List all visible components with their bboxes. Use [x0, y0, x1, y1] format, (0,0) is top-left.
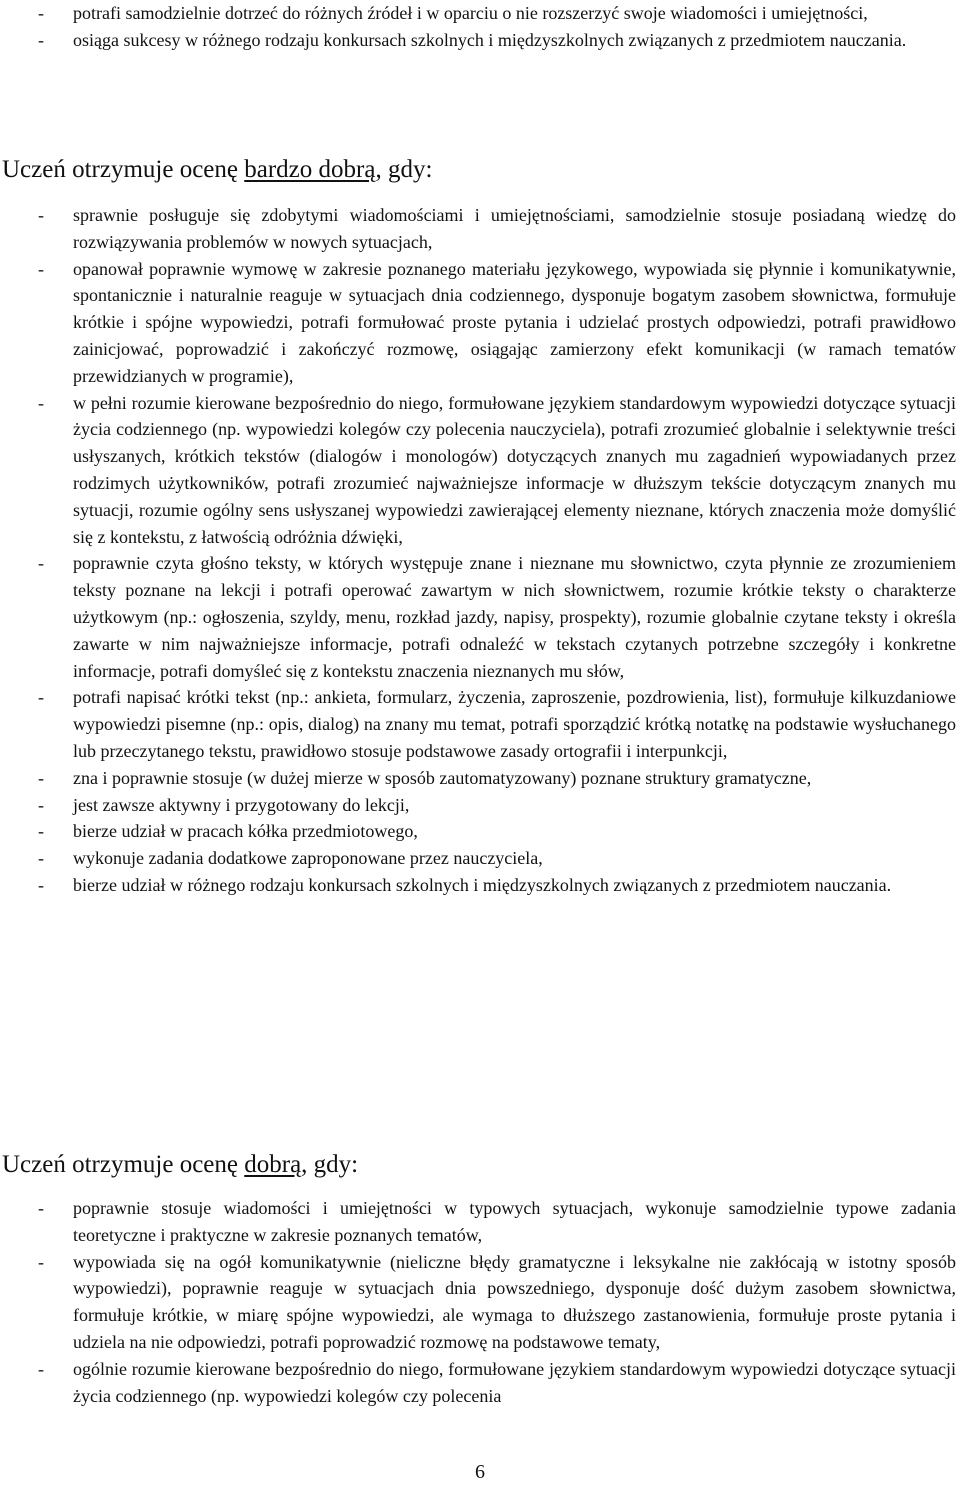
list-item: [2, 27, 956, 54]
list-item-text: jest zawsze aktywny i przygotowany do lekcji,: [73, 794, 410, 815]
section-heading-bardzo-dobra: [2, 155, 432, 185]
list-dash: -: [38, 29, 44, 50]
list-dash: -: [38, 1251, 44, 1272]
list-item: [2, 1249, 956, 1356]
list-dash: -: [38, 821, 44, 842]
list-item: [2, 792, 956, 819]
list-dash: -: [38, 874, 44, 895]
list-item-text: wykonuje zadania dodatkowe zaproponowane przez nauczyciela,: [73, 848, 543, 869]
heading-suffix: , gdy:: [301, 1151, 359, 1178]
list-item: [2, 0, 956, 27]
list-item-text: zna i poprawnie stosuje (w dużej mierze w sposób zautomatyzowany) poznane struktury gramatyczne,: [73, 767, 812, 788]
list-dash: -: [38, 848, 44, 869]
criteria-list-dobra: [2, 1195, 956, 1409]
list-item: [2, 390, 956, 551]
list-item-text: wypowiada się na ogół komunikatywnie (nieliczne błędy gramatyczne i leksykalne nie zakłócają w istotny sposób wypowiedzi), poprawnie reaguje w sytuacjach dnia powszedniego, dysponuje dość dużym zasobem słownictwa, formułuje krótkie, w miarę spójne wypowiedzi, ale wymaga to dłuższego zastanowienia, formułuje proste pytania i udziela na nie odpowiedzi, potrafi poprowadzić rozmowę na podstawowe tematy,: [73, 1251, 956, 1352]
list-dash: -: [38, 687, 44, 708]
list-item-text: bierze udział w różnego rodzaju konkursach szkolnych i międzyszkolnych związanych z przedmiotem nauczania.: [73, 874, 892, 895]
list-dash: -: [38, 392, 44, 413]
list-dash: -: [38, 767, 44, 788]
page-number: 6: [475, 1461, 485, 1483]
list-item-text: potrafi samodzielnie dotrzeć do różnych źródeł i w oparciu o nie rozszerzyć swoje wiadomości i umiejętności,: [73, 3, 868, 23]
list-item-text: ogólnie rozumie kierowane bezpośrednio do niego, formułowane językiem standardowym wypowiedzi dotyczące sytuacji życia codziennego (np. wypowiedzi kolegów czy polecenia: [73, 1358, 956, 1406]
list-item: [2, 202, 956, 256]
list-item-text: opanował poprawnie wymowę w zakresie poznanego materiału językowego, wypowiada się płynnie i komunikatywnie, spontanicznie i naturalnie reaguje w sytuacjach dnia codziennego, dysponuje bogatym zasobem słownictwa, formułuje krótkie i spójne wypowiedzi, potrafi formułować proste pytania i udzielać prostych odpowiedzi, potrafi prawidłowo zainicjować, poprowadzić i zakończyć rozmowę, osiągając zamierzony efekt komunikacji (w ramach tematów przewidzianych w programie),: [73, 258, 956, 386]
heading-prefix: Uczeń otrzymuje ocenę: [2, 156, 245, 183]
list-dash: -: [38, 3, 44, 23]
list-dash: -: [38, 1198, 44, 1218]
heading-prefix: Uczeń otrzymuje ocenę: [2, 1151, 245, 1178]
heading-suffix: , gdy:: [375, 156, 433, 183]
grade-name: dobrą: [244, 1151, 302, 1178]
list-item: [2, 845, 956, 872]
list-item-text: bierze udział w pracach kółka przedmiotowego,: [73, 821, 418, 842]
list-dash: -: [38, 205, 44, 225]
list-item: [2, 1356, 956, 1410]
list-item: [2, 872, 956, 899]
list-dash: -: [38, 794, 44, 815]
criteria-list-bardzo-dobra: [2, 202, 956, 899]
list-item: [2, 765, 956, 792]
list-item-text: potrafi napisać krótki tekst (np.: ankieta, formularz, życzenia, zaproszenie, pozdrowienia, list), formułuje kilkuzdaniowe wypowiedzi pisemne (np.: opis, dialog) na znany mu temat, potrafi sporządzić krótką notatkę na podstawie wysłuchanego lub przeczytanego tekstu, prawidłowo stosuje podstawowe zasady ortografii i interpunkcji,: [73, 687, 956, 761]
list-item: [2, 818, 956, 845]
list-item: [2, 684, 956, 764]
section-heading-dobra: [2, 1150, 358, 1180]
list-dash: -: [38, 258, 44, 279]
list-item-text: sprawnie posługuje się zdobytymi wiadomościami i umiejętnościami, samodzielnie stosuje posiadaną wiedzę do rozwiązywania problemów w nowych sytuacjach,: [73, 205, 956, 252]
list-item-text: osiąga sukcesy w różnego rodzaju konkursach szkolnych i międzyszkolnych związanych z przedmiotem nauczania.: [73, 29, 907, 50]
list-item: [2, 550, 956, 684]
list-item-text: w pełni rozumie kierowane bezpośrednio do niego, formułowane językiem standardowym wypowiedzi dotyczące sytuacji życia codziennego (np. wypowiedzi kolegów czy polecenia nauczyciela), potrafi zrozumieć globalnie i selektywnie treści usłyszanych, krótkich tekstów (dialogów i monologów) dotyczących znanych mu zagadnień wypowiadanych przez rodzimych użytkowników, potrafi zrozumieć najważniejsze informacje w dłuższym tekście dotyczącym znanych mu sytuacji, rozumie ogólny sens usłyszanej wypowiedzi zawierającej elementy nieznane, których znaczenia może domyślić się z kontekstu, z łatwością odróżnia dźwięki,: [73, 392, 956, 547]
list-item-text: poprawnie czyta głośno teksty, w których występuje znane i nieznane mu słownictwo, czyta płynnie ze zrozumieniem teksty poznane na lekcji i potrafi operować zawartym w nich słownictwem, rozumie krótkie teksty o charakterze użytkowym (np.: ogłoszenia, szyldy, menu, rozkład jazdy, napisy, prospekty), rozumie globalnie czytane teksty i określa zawarte w nim najważniejsze informacje, potrafi odnaleźć w tekstach czytanych potrzebne szczegóły i konkretne informacje, potrafi domyśleć się z kontekstu znaczenia nieznanych mu słów,: [73, 553, 956, 681]
list-item-text: poprawnie stosuje wiadomości i umiejętności w typowych sytuacjach, wykonuje samodzielnie typowe zadania teoretyczne i praktyczne w zakresie poznanych tematów,: [73, 1198, 956, 1245]
list-dash: -: [38, 1358, 44, 1379]
list-item: [2, 256, 956, 390]
grade-name: bardzo dobrą: [244, 156, 376, 183]
list-item: [2, 1195, 956, 1249]
list-dash: -: [38, 553, 44, 574]
continued-criteria-list: [2, 0, 956, 54]
